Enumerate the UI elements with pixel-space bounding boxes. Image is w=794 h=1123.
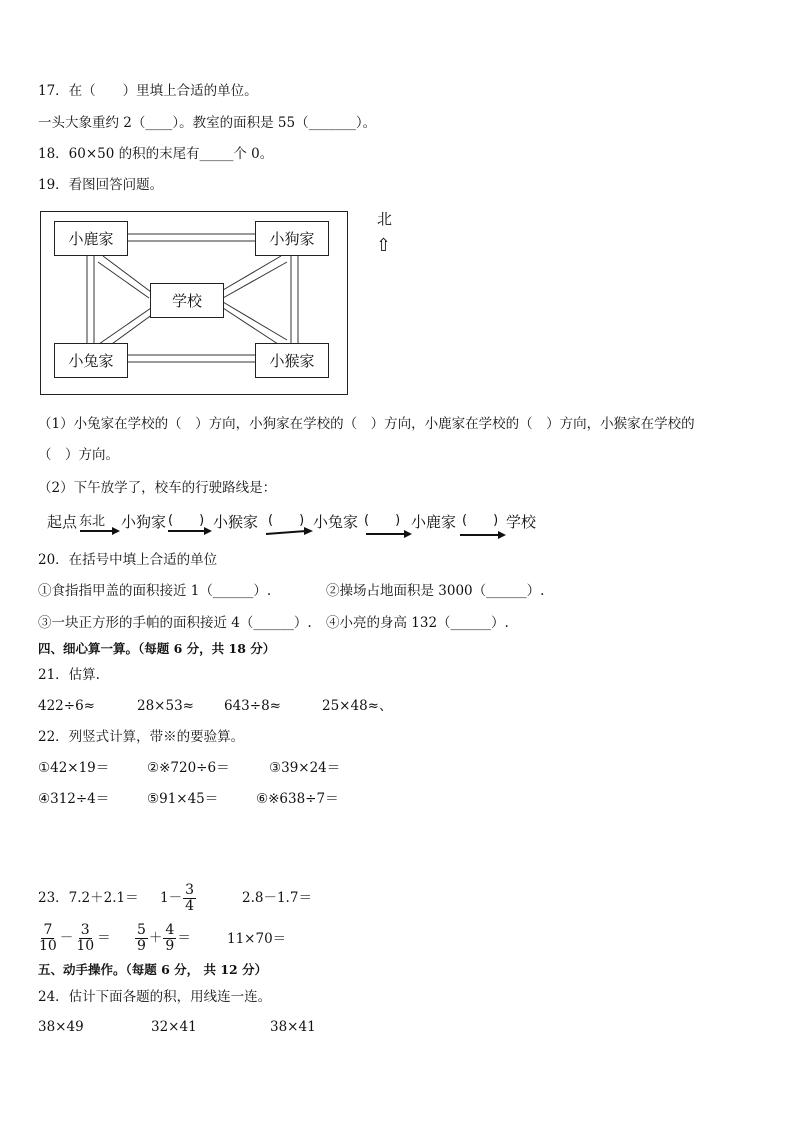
- q20-item2: ②操场占地面积是 3000（______）.: [326, 583, 545, 599]
- route-paren-1: ( ): [168, 513, 205, 528]
- north-label: 北: [377, 210, 393, 228]
- q22-item: ①42×19＝: [38, 760, 110, 776]
- route-paren-3: ( ): [364, 513, 401, 528]
- q22-item: ③39×24＝: [269, 760, 341, 776]
- house-monkey: 小猴家: [255, 343, 329, 378]
- q17-title: 17．在（ ）里填上合适的单位。: [38, 83, 258, 99]
- route-paren-2: ( ): [268, 513, 305, 528]
- q18-text: 18．60×50 的积的末尾有_____个 0。: [38, 146, 274, 162]
- route-stop-2: 小猴家: [213, 513, 259, 531]
- q22-item: ②※720÷6＝: [147, 760, 230, 776]
- q24-title: 24．估计下面各题的积，用线连一连。: [38, 989, 272, 1005]
- route-stop-3: 小兔家: [313, 513, 359, 531]
- q24-item: 32×41: [151, 1019, 197, 1035]
- q23-expr3: 2.8－1.7＝: [242, 890, 312, 906]
- q19-sub1-line2: （ ）方向。: [38, 447, 119, 463]
- q17-line: 一头大象重约 2（____）。教室的面积是 55（_______）。: [38, 115, 377, 131]
- q23-expr4: $\frac{7}{10}$ － $\frac{3}{10}$ ＝: [39, 922, 111, 954]
- section4-title: 四、细心算一算。（每题 6 分，共 18 分）: [38, 641, 276, 656]
- q22-item: ④312÷4＝: [38, 791, 110, 807]
- q20-title: 20．在括号中填上合适的单位: [38, 552, 218, 568]
- q24-item: 38×49: [38, 1019, 84, 1035]
- q21-title: 21．估算.: [38, 667, 100, 683]
- q20-item4: ④小亮的身高 132（______）.: [326, 615, 509, 631]
- q22-item: ⑤91×45＝: [147, 791, 219, 807]
- route-stop-5: 学校: [506, 513, 537, 531]
- q19-title: 19．看图回答问题。: [38, 177, 164, 193]
- q20-item3: ③一块正方形的手帕的面积接近 4（______）.: [38, 615, 312, 631]
- q19-sub2: （2）下午放学了，校车的行驶路线是：: [38, 480, 277, 496]
- route-paren-4: ( ): [462, 513, 499, 528]
- house-rabbit: 小兔家: [54, 343, 128, 378]
- section5-title: 五、动手操作。（每题 6 分， 共 12 分）: [38, 962, 268, 977]
- q23-expr5: $\frac{5}{9}$ ＋ $\frac{4}{9}$ ＝: [137, 922, 191, 954]
- q23-expr6: 11×70＝: [227, 931, 287, 947]
- q22-title: 22．列竖式计算，带※的要验算。: [38, 729, 245, 745]
- q22-item: ⑥※638÷7＝: [256, 791, 339, 807]
- q21-item: 25×48≈、: [322, 698, 393, 714]
- house-deer: 小鹿家: [54, 221, 128, 256]
- q19-map: [40, 211, 348, 395]
- route-stop-4: 小鹿家: [411, 513, 457, 531]
- route-start: 起点: [47, 513, 78, 531]
- q21-item: 643÷8≈: [224, 698, 281, 714]
- q23-expr2: 1－ $\frac{3}{4}$: [160, 882, 195, 914]
- q21-item: 28×53≈: [137, 698, 194, 714]
- q23-expr1: 23．7.2＋2.1＝: [38, 890, 139, 906]
- house-dog: 小狗家: [255, 221, 329, 256]
- q20-item1: ①食指指甲盖的面积接近 1（______）.: [38, 583, 272, 599]
- house-school: 学校: [150, 283, 224, 318]
- route-stop-1: 小狗家: [121, 513, 167, 531]
- q19-sub1-line1: （1）小兔家在学校的（ ）方向，小狗家在学校的（ ）方向，小鹿家在学校的（ ）方向，小猴家在学校的: [38, 416, 695, 432]
- route-dir-label: 东北: [79, 514, 106, 529]
- q24-item: 38×41: [270, 1019, 316, 1035]
- north-arrow-icon: ⇧: [376, 235, 392, 256]
- q21-item: 422÷6≈: [38, 698, 95, 714]
